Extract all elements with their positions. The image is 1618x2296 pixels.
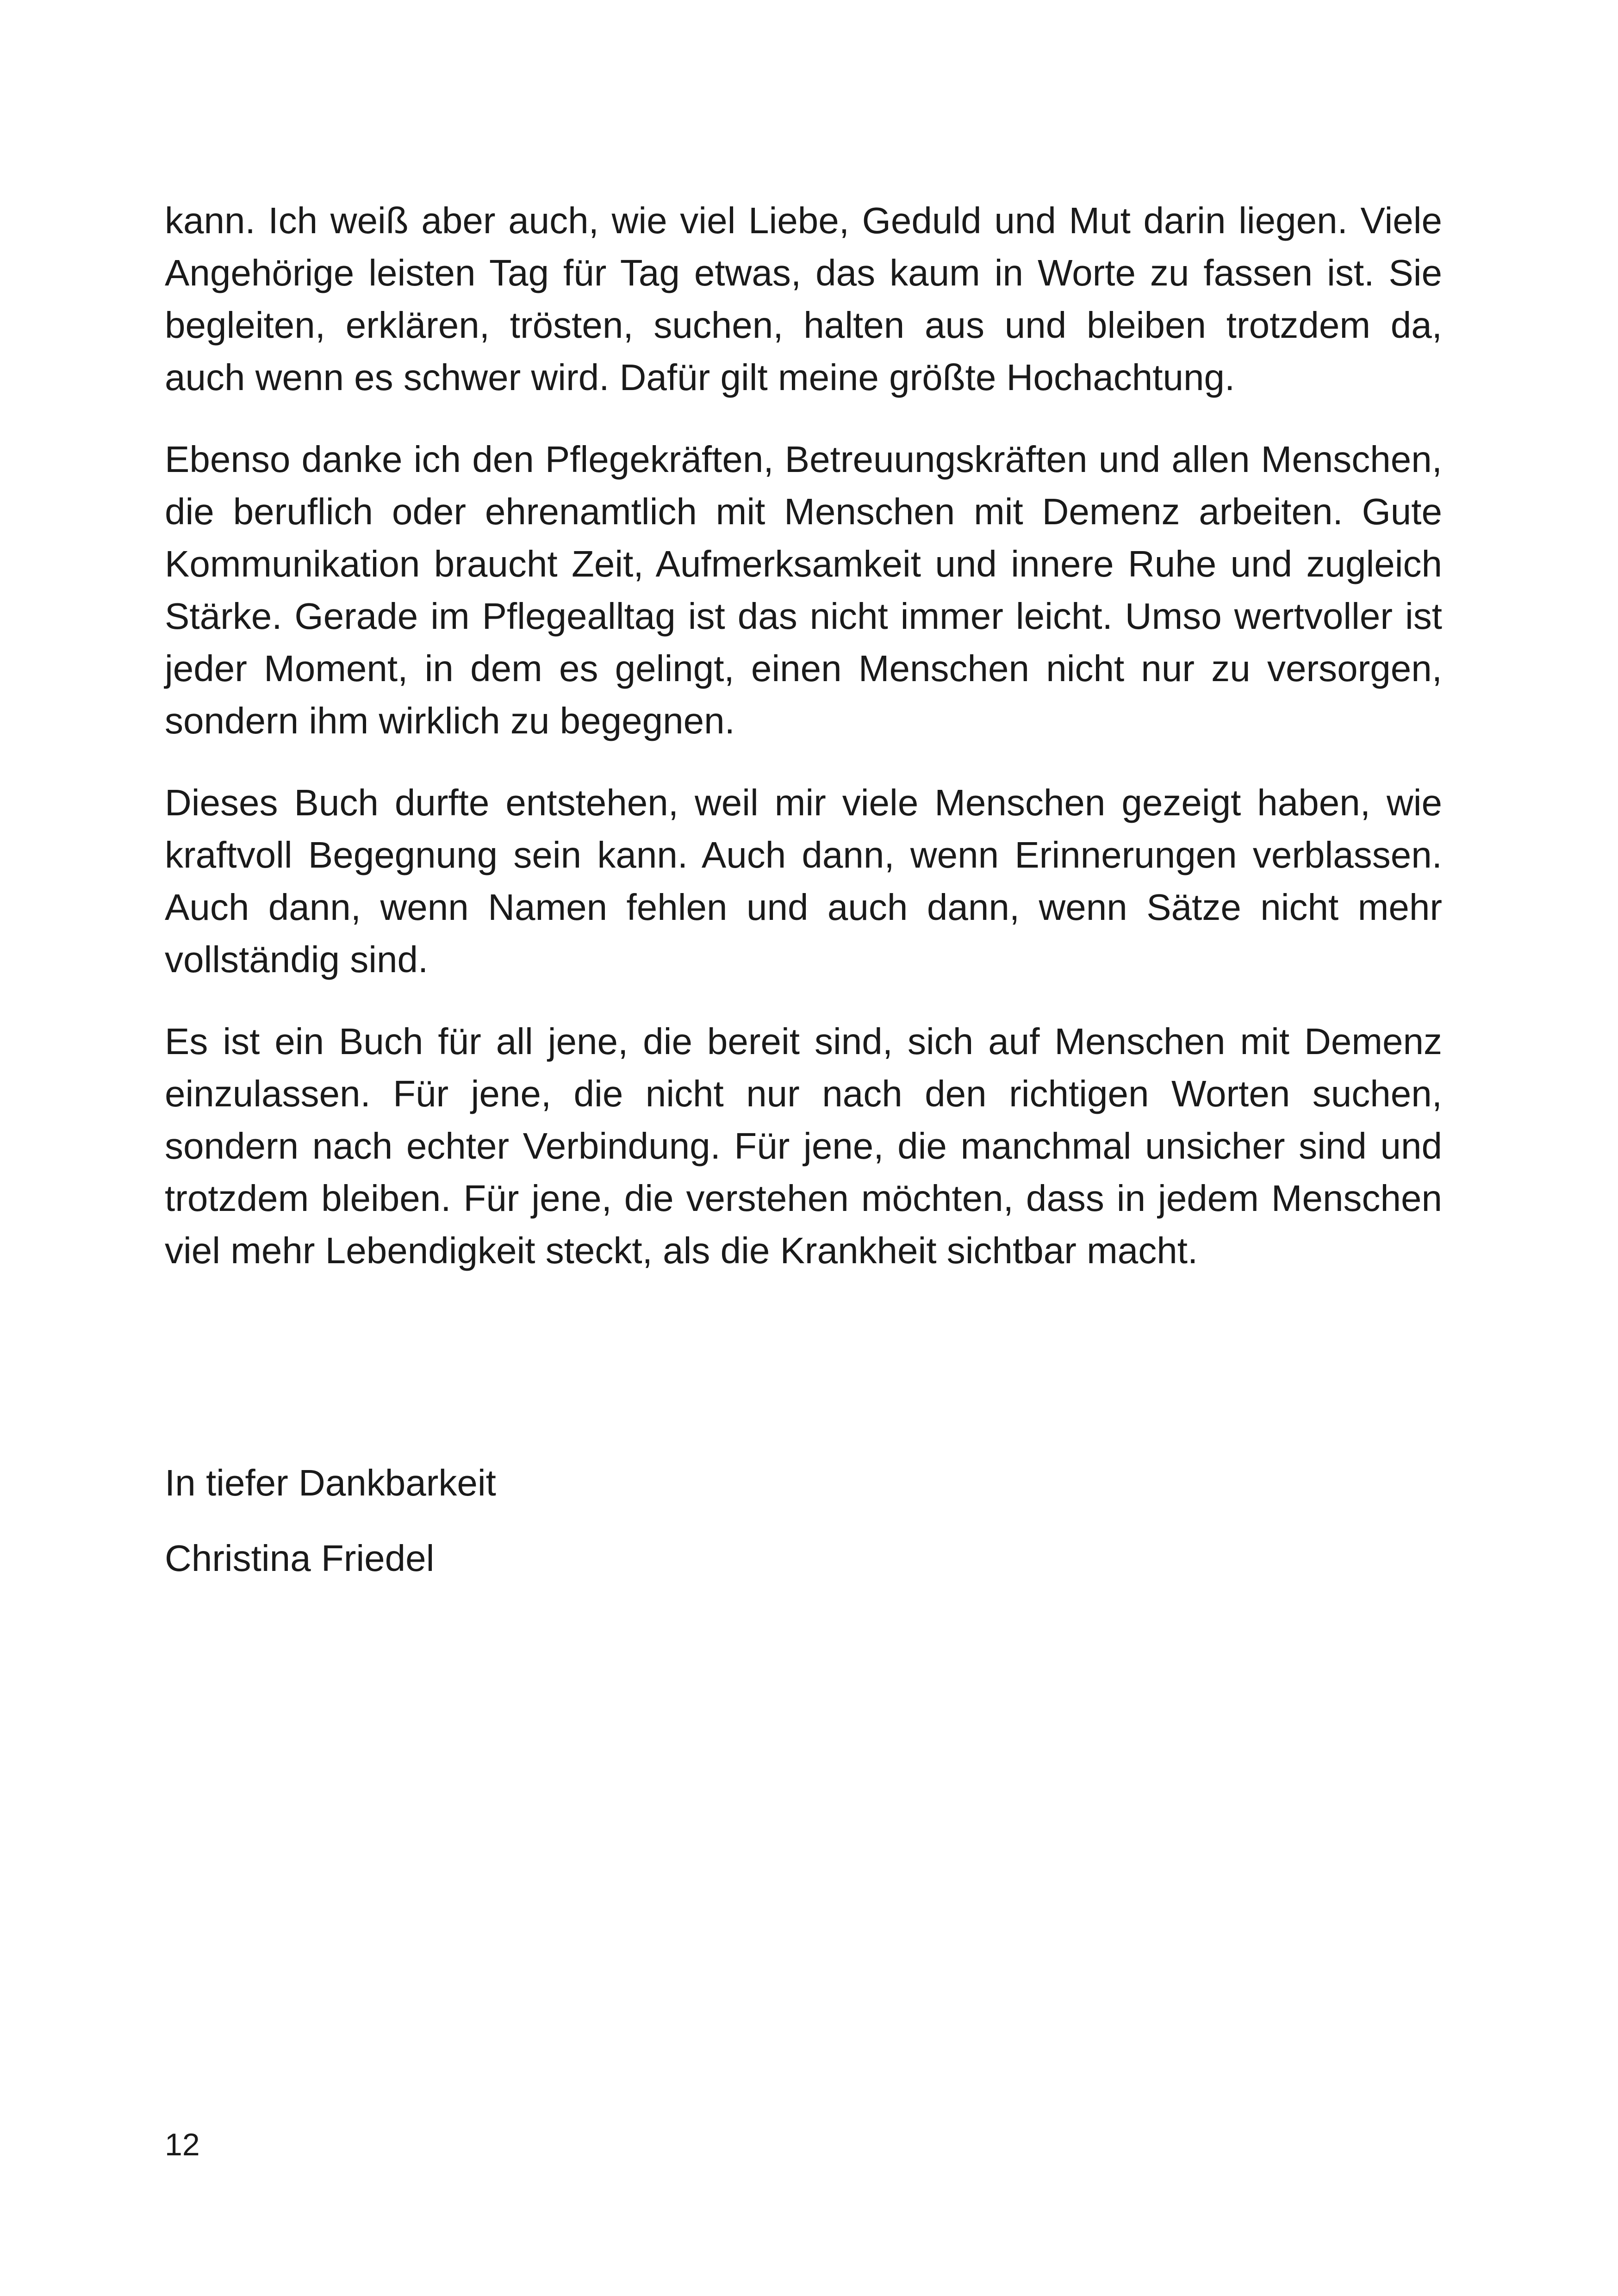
paragraph-2: Ebenso danke ich den Pflegekräften, Betreuungskräften und allen Menschen, die beruflich oder ehrenamtlich mit Menschen mit Demenz arbeiten. Gute Kommunikation braucht Zeit, Aufmerksamkeit und innere Ruhe und zugleich Stärke. Gerade im Pflegealltag ist das nicht immer leicht. Umso wertvoller ist jeder Moment, in dem es gelingt, einen Menschen nicht nur zu versorgen, sondern ihm wirklich zu begegnen. [165,439,1442,741]
body-text [165,194,1442,1306]
paragraph-3: Dieses Buch durfte entstehen, weil mir viele Menschen gezeigt haben, wie kraftvoll Begegnung sein kann. Auch dann, wenn Erinnerungen verblassen. Auch dann, wenn Namen fehlen und auch dann, wenn Sätze nicht mehr vollständig sind. [165,782,1442,980]
author-name: Christina Friedel [165,1538,435,1579]
page-number: 12 [165,2127,200,2162]
paragraph-1: kann. Ich weiß aber auch, wie viel Liebe, Geduld und Mut darin liegen. Viele Angehörige leisten Tag für Tag etwas, das kaum in Worte zu fassen ist. Sie begleiten, erklären, trösten, suchen, halten aus und bleiben trotzdem da, auch wenn es schwer wird. Dafür gilt meine größte Hochachtung. [165,200,1442,398]
paragraph-4: Es ist ein Buch für all jene, die bereit sind, sich auf Menschen mit Demenz einzulassen. Für jene, die nicht nur nach den richtigen Worten suchen, sondern nach echter Verbindung. Für jene, die manchmal unsicher sind und trotzdem bleiben. Für jene, die verstehen möchten, dass in jedem Menschen viel mehr Lebendigkeit steckt, als die Krankheit sichtbar macht. [165,1021,1442,1271]
closing-greeting: In tiefer Dankbarkeit [165,1462,496,1503]
closing-block [165,1457,496,1607]
